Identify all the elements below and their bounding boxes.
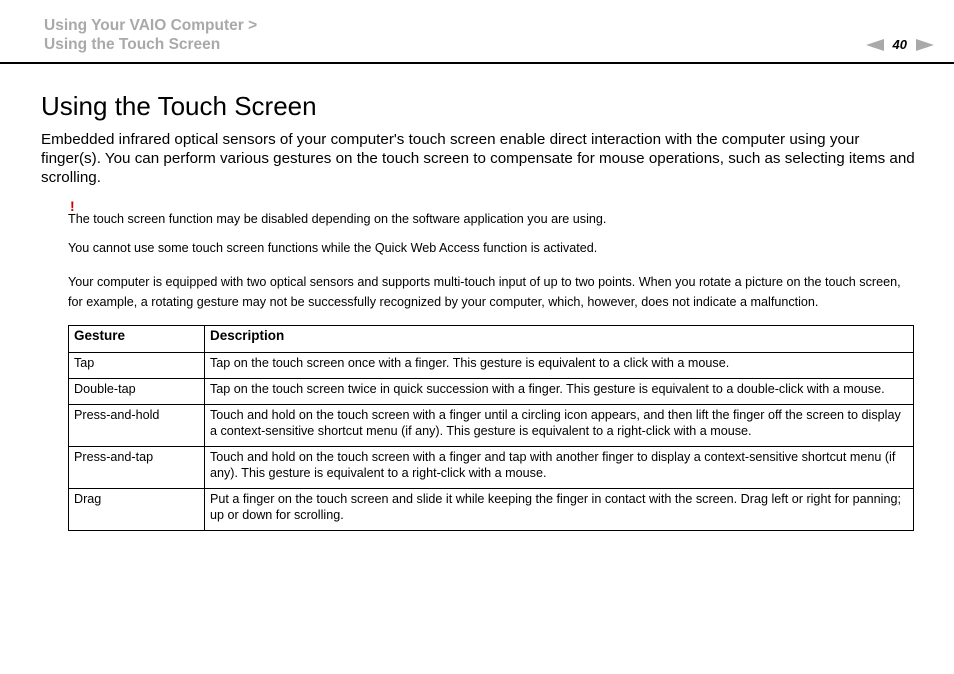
description-cell: Touch and hold on the touch screen with a finger and tap with another finger to display a context-sensitive shortcut menu (if any). This gesture is equivalent to a right-click with a mouse. xyxy=(205,447,914,489)
table-row xyxy=(69,447,914,489)
next-page-icon[interactable] xyxy=(916,39,934,51)
column-header-gesture: Gesture xyxy=(69,326,205,353)
note-multi-touch: Your computer is equipped with two optical sensors and supports multi-touch input of up to two points. When you rotate a picture on the touch screen, for example, a rotating gesture may not be successfully recognized by your computer, which, however, does not indicate a malfunction. xyxy=(68,275,901,309)
gesture-table xyxy=(68,325,914,531)
column-header-description: Description xyxy=(205,326,914,353)
page-title: Using the Touch Screen xyxy=(41,91,317,121)
table-row xyxy=(69,405,914,447)
breadcrumb-current[interactable]: Using the Touch Screen xyxy=(44,36,221,53)
description-cell: Put a finger on the touch screen and slide it while keeping the finger in contact with the screen. Drag left or right for panning; up or down for scrolling. xyxy=(205,489,914,531)
page-navigation xyxy=(866,38,934,52)
table-header-row xyxy=(69,326,914,353)
table-row xyxy=(69,489,914,531)
table-row xyxy=(69,379,914,405)
gesture-cell: Press-and-tap xyxy=(69,447,205,489)
gesture-cell: Tap xyxy=(69,353,205,379)
gesture-cell: Double-tap xyxy=(69,379,205,405)
gesture-cell: Drag xyxy=(69,489,205,531)
description-cell: Touch and hold on the touch screen with a finger until a circling icon appears, and then lift the finger off the screen to display a context-sensitive shortcut menu (if any). This gesture is equivalent to a right-click with a mouse. xyxy=(205,405,914,447)
table-row xyxy=(69,353,914,379)
warning-icon: ! xyxy=(70,198,75,214)
description-cell: Tap on the touch screen twice in quick succession with a finger. This gesture is equivalent to a double-click with a mouse. xyxy=(205,379,914,405)
breadcrumb-parent[interactable]: Using Your VAIO Computer > xyxy=(44,17,258,34)
previous-page-icon[interactable] xyxy=(866,39,884,51)
intro-paragraph: Embedded infrared optical sensors of your computer's touch screen enable direct interaction with the computer using your finger(s). You can perform various gestures on the touch screen to compensate for mouse operations, such as selecting items and scrolling. xyxy=(41,131,915,186)
note-quick-web-access: You cannot use some touch screen functions while the Quick Web Access function is activated. xyxy=(68,241,598,255)
description-cell: Tap on the touch screen once with a finger. This gesture is equivalent to a click with a mouse. xyxy=(205,353,914,379)
breadcrumb xyxy=(44,16,257,54)
gesture-cell: Press-and-hold xyxy=(69,405,205,447)
note-touch-disabled: The touch screen function may be disabled depending on the software application you are using. xyxy=(68,212,607,226)
page-number: 40 xyxy=(892,37,907,52)
header-divider xyxy=(0,62,954,64)
